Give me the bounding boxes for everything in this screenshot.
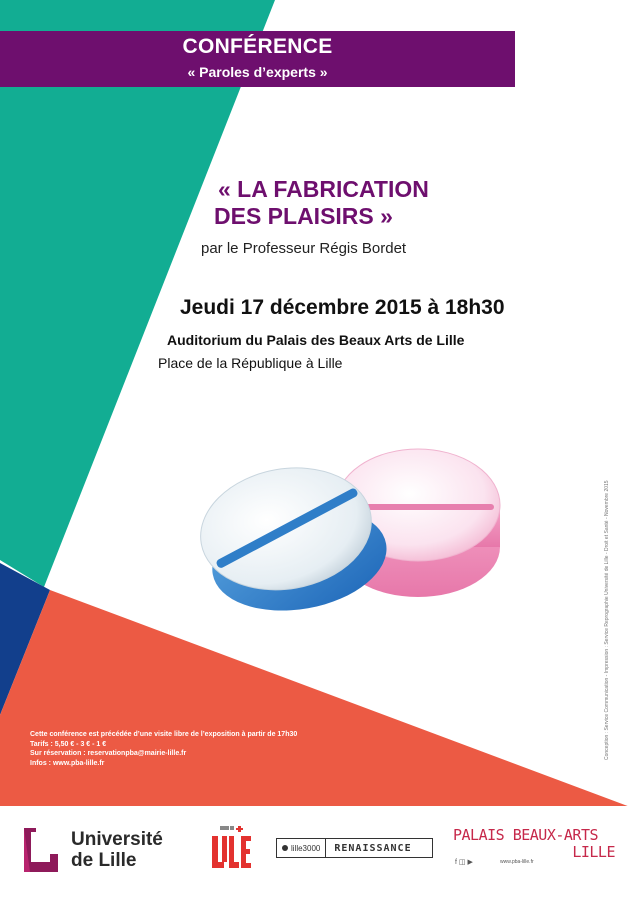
talk-title-line2: DES PLAISIRS » — [214, 203, 393, 229]
credits-vertical: Conception : Service Communication - Impression : Service Reprographie Université de Lille - Droit et Santé - Novembre 2015 — [604, 480, 610, 760]
pba-website: www.pba-lille.fr — [500, 859, 534, 865]
event-venue: Auditorium du Palais des Beaux Arts de Lille — [167, 332, 465, 348]
info-visit: Cette conférence est précédée d’une visite libre de l’exposition à partir de 17h30 — [30, 731, 298, 738]
dot-icon — [282, 845, 288, 851]
speaker: par le Professeur Régis Bordet — [201, 240, 407, 257]
universite-lille-logo — [20, 828, 62, 872]
event-date: Jeudi 17 décembre 2015 à 18h30 — [180, 296, 505, 319]
pba-line1: PALAIS BEAUX-ARTS — [453, 826, 599, 844]
social-icons: f ◫ ▶ — [455, 859, 473, 866]
renaissance-label: RENAISSANCE — [334, 842, 412, 854]
pba-line2: LILLE — [572, 843, 615, 861]
universite-lille-name: Université de Lille — [71, 829, 163, 871]
lille-city-logo — [210, 826, 254, 870]
lille3000-label: lille3000 — [277, 839, 326, 857]
conference-label: CONFÉRENCE — [182, 35, 333, 58]
event-address: Place de la République à Lille — [158, 355, 343, 371]
info-prices: Tarifs : 5,50 € - 3 € - 1 € — [30, 740, 107, 748]
lille3000-renaissance-logo — [276, 838, 433, 858]
talk-title-line1: « LA FABRICATION — [218, 176, 429, 202]
info-website: Infos : www.pba-lille.fr — [30, 759, 105, 767]
info-reservation: Sur réservation : reservationpba@mairie-lille.fr — [30, 750, 187, 757]
series-subtitle: « Paroles d’experts » — [187, 64, 328, 80]
info-block — [30, 730, 297, 768]
palais-beaux-arts-logo — [453, 827, 615, 861]
